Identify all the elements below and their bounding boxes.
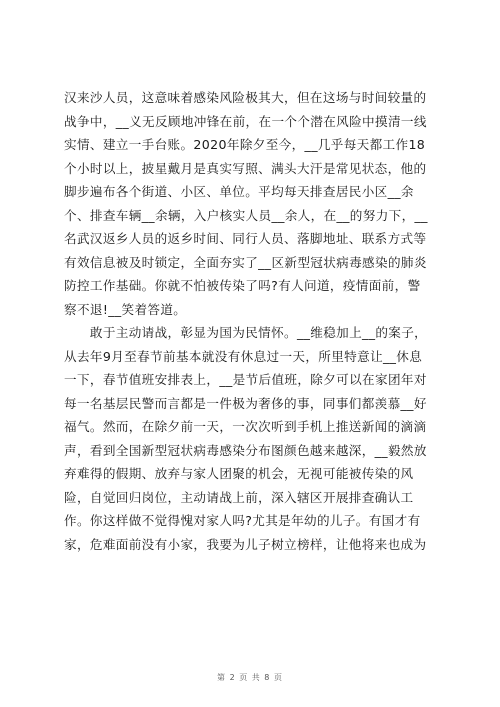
text-line: 个、排查车辆__余辆，入户核实人员__余人，在__的努力下，__ <box>64 207 428 223</box>
text-line: 每一名基层民警而言都是一件极为奢侈的事，同事们都羡慕__好 <box>64 395 427 411</box>
paragraph-2 <box>64 321 446 556</box>
text-line: 名武汉返乡人员的返乡时间、同行人员、落脚地址、联系方式等 <box>64 231 427 246</box>
text-line: 战争中，__义无反顾地冲锋在前，在一个个潜在风险中摸清一线 <box>64 113 427 129</box>
page-footer: 第 2 页 共 8 页 <box>217 673 283 682</box>
paragraph-1 <box>64 86 446 321</box>
text-line: 弃难得的假期、放弃与家人团聚的机会，无视可能被传染的风 <box>64 466 414 481</box>
text-line: 脚步遍布各个街道、小区、单位。平均每天排查居民小区__余 <box>64 184 414 199</box>
text-line: 实情、建立一手台账。2020年除夕至今，__几乎每天都工作18 <box>64 137 426 152</box>
text-line: 家，危难面前没有小家，我要为儿子树立榜样，让他将来也成为 <box>64 536 427 552</box>
text-line: 从去年9月至春节前基本就没有休息过一天，所里特意让__休息 <box>64 348 423 364</box>
text-line: 防控工作基础。你就不怕被传染了吗?有人问道，疫情面前，警 <box>64 278 421 293</box>
text-line: 有效信息被及时锁定，全面夯实了__区新型冠状病毒感染的肺炎 <box>64 254 427 270</box>
text-line: 汉来沙人员，这意味着感染风险极其大，但在这场与时间较量的 <box>64 90 427 105</box>
body-text <box>64 86 446 556</box>
text-line: 作。你这样做不觉得愧对家人吗?尤其是年幼的儿子。有国才有 <box>64 513 421 528</box>
text-line: 一下，春节值班安排表上，__是节后值班，除夕可以在家团年对 <box>64 372 427 387</box>
text-line: 福气。然而，在除夕前一天，一次次听到手机上推送新闻的滴滴 <box>64 419 427 434</box>
text-line: 险，自觉回归岗位，主动请战上前，深入辖区开展排查确认工 <box>64 489 414 505</box>
text-line: 敢于主动请战，彰显为国为民情怀。__维稳加上__的案子， <box>64 325 428 340</box>
text-line: 个小时以上，披星戴月是真实写照、满头大汗是常见状态，他的 <box>64 160 427 176</box>
text-line: 察不退!__笑着答道。 <box>64 301 187 317</box>
text-line: 声，看到全国新型冠状病毒感染分布图颜色越来越深，__毅然放 <box>64 442 427 458</box>
